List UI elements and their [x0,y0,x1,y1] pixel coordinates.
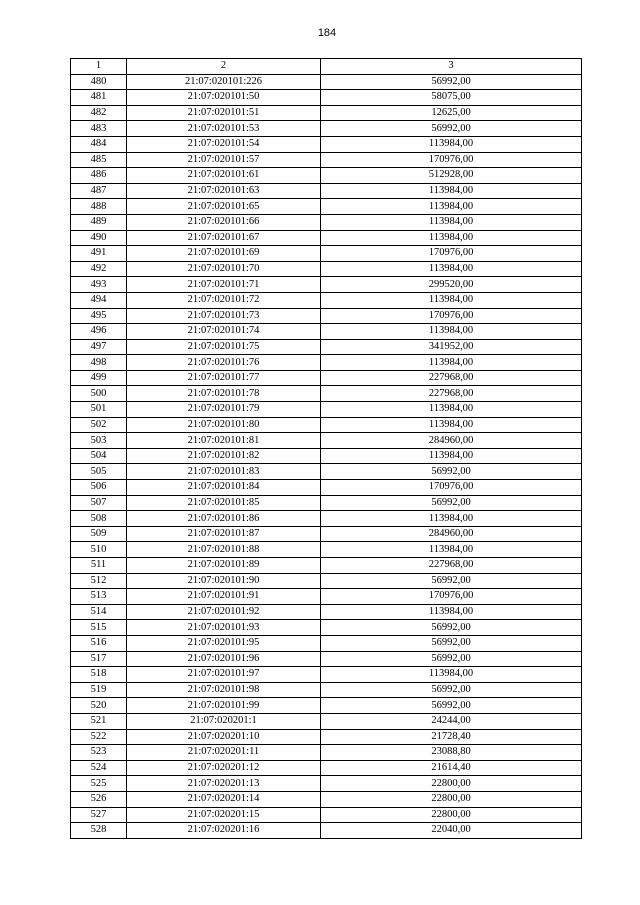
value-cell: 170976,00 [321,246,582,262]
value-cell: 113984,00 [321,417,582,433]
table-row [71,339,582,355]
value-cell: 56992,00 [321,573,582,589]
cadastral-number-cell: 21:07:020101:83 [127,464,321,480]
cadastral-number-cell: 21:07:020201:16 [127,823,321,839]
table-row [71,667,582,683]
value-cell: 284960,00 [321,433,582,449]
value-cell: 113984,00 [321,667,582,683]
row-number-cell: 506 [71,480,127,496]
row-number-cell: 527 [71,807,127,823]
table-row [71,168,582,184]
value-cell: 56992,00 [321,682,582,698]
table-row [71,729,582,745]
row-number-cell: 510 [71,542,127,558]
value-cell: 113984,00 [321,261,582,277]
table-row [71,620,582,636]
row-number-cell: 503 [71,433,127,449]
cadastral-number-cell: 21:07:020101:98 [127,682,321,698]
value-cell: 23088,80 [321,745,582,761]
row-number-cell: 500 [71,386,127,402]
row-number-cell: 495 [71,308,127,324]
value-cell: 22800,00 [321,791,582,807]
cadastral-number-cell: 21:07:020101:66 [127,214,321,230]
value-cell: 24244,00 [321,713,582,729]
cadastral-number-cell: 21:07:020101:54 [127,136,321,152]
table-row [71,105,582,121]
table-row [71,526,582,542]
row-number-cell: 487 [71,183,127,199]
row-number-cell: 515 [71,620,127,636]
cadastral-number-cell: 21:07:020101:51 [127,105,321,121]
table-row [71,791,582,807]
row-number-cell: 516 [71,635,127,651]
table-row [71,651,582,667]
table-row [71,261,582,277]
row-number-cell: 528 [71,823,127,839]
value-cell: 113984,00 [321,604,582,620]
cadastral-number-cell: 21:07:020101:76 [127,355,321,371]
cadastral-number-cell: 21:07:020101:74 [127,324,321,340]
row-number-cell: 522 [71,729,127,745]
row-number-cell: 504 [71,448,127,464]
row-number-cell: 496 [71,324,127,340]
row-number-cell: 491 [71,246,127,262]
value-cell: 22800,00 [321,807,582,823]
table-row [71,292,582,308]
row-number-cell: 498 [71,355,127,371]
table-row [71,74,582,90]
cadastral-number-cell: 21:07:020101:88 [127,542,321,558]
value-cell: 58075,00 [321,90,582,106]
row-number-cell: 507 [71,495,127,511]
table-row [71,713,582,729]
value-cell: 170976,00 [321,152,582,168]
table-row [71,199,582,215]
value-cell: 113984,00 [321,230,582,246]
value-cell: 512928,00 [321,168,582,184]
row-number-cell: 501 [71,402,127,418]
data-table [70,58,582,839]
value-cell: 113984,00 [321,136,582,152]
table-row [71,698,582,714]
row-number-cell: 488 [71,199,127,215]
cadastral-number-cell: 21:07:020101:95 [127,635,321,651]
value-cell: 56992,00 [321,74,582,90]
cadastral-number-cell: 21:07:020201:15 [127,807,321,823]
cadastral-number-cell: 21:07:020101:91 [127,589,321,605]
value-cell: 113984,00 [321,402,582,418]
value-cell: 227968,00 [321,370,582,386]
value-cell: 22800,00 [321,776,582,792]
table-row [71,604,582,620]
cadastral-number-cell: 21:07:020101:96 [127,651,321,667]
column-header: 1 [71,59,127,75]
table-row [71,760,582,776]
value-cell: 56992,00 [321,464,582,480]
row-number-cell: 525 [71,776,127,792]
table-row [71,277,582,293]
row-number-cell: 489 [71,214,127,230]
table-header-row [71,59,582,75]
row-number-cell: 519 [71,682,127,698]
table-row [71,246,582,262]
table-row [71,823,582,839]
value-cell: 284960,00 [321,526,582,542]
table-row [71,370,582,386]
table-row [71,136,582,152]
row-number-cell: 526 [71,791,127,807]
cadastral-number-cell: 21:07:020101:79 [127,402,321,418]
table-row [71,682,582,698]
cadastral-number-cell: 21:07:020101:89 [127,558,321,574]
row-number-cell: 523 [71,745,127,761]
cadastral-number-cell: 21:07:020201:1 [127,713,321,729]
row-number-cell: 514 [71,604,127,620]
value-cell: 56992,00 [321,651,582,667]
table-row [71,807,582,823]
table-row [71,464,582,480]
row-number-cell: 486 [71,168,127,184]
value-cell: 113984,00 [321,199,582,215]
value-cell: 113984,00 [321,355,582,371]
table-row [71,90,582,106]
row-number-cell: 502 [71,417,127,433]
value-cell: 113984,00 [321,214,582,230]
value-cell: 21728,40 [321,729,582,745]
cadastral-number-cell: 21:07:020101:84 [127,480,321,496]
table-row [71,355,582,371]
cadastral-number-cell: 21:07:020101:97 [127,667,321,683]
cadastral-number-cell: 21:07:020101:61 [127,168,321,184]
cadastral-number-cell: 21:07:020101:50 [127,90,321,106]
value-cell: 113984,00 [321,183,582,199]
cadastral-number-cell: 21:07:020101:63 [127,183,321,199]
cadastral-number-cell: 21:07:020201:14 [127,791,321,807]
cadastral-number-cell: 21:07:020201:10 [127,729,321,745]
cadastral-number-cell: 21:07:020101:57 [127,152,321,168]
row-number-cell: 484 [71,136,127,152]
value-cell: 56992,00 [321,635,582,651]
cadastral-number-cell: 21:07:020101:93 [127,620,321,636]
cadastral-number-cell: 21:07:020101:92 [127,604,321,620]
cadastral-number-cell: 21:07:020101:69 [127,246,321,262]
row-number-cell: 480 [71,74,127,90]
column-header: 3 [321,59,582,75]
value-cell: 12625,00 [321,105,582,121]
row-number-cell: 497 [71,339,127,355]
cadastral-number-cell: 21:07:020101:86 [127,511,321,527]
cadastral-number-cell: 21:07:020101:78 [127,386,321,402]
cadastral-number-cell: 21:07:020201:12 [127,760,321,776]
value-cell: 56992,00 [321,620,582,636]
cadastral-number-cell: 21:07:020101:70 [127,261,321,277]
value-cell: 56992,00 [321,121,582,137]
table-row [71,495,582,511]
table-row [71,448,582,464]
row-number-cell: 521 [71,713,127,729]
value-cell: 299520,00 [321,277,582,293]
cadastral-number-cell: 21:07:020101:71 [127,277,321,293]
cadastral-number-cell: 21:07:020101:81 [127,433,321,449]
cadastral-number-cell: 21:07:020101:77 [127,370,321,386]
row-number-cell: 493 [71,277,127,293]
table-row [71,121,582,137]
value-cell: 113984,00 [321,511,582,527]
table-row [71,511,582,527]
value-cell: 341952,00 [321,339,582,355]
cadastral-number-cell: 21:07:020201:11 [127,745,321,761]
cadastral-number-cell: 21:07:020101:53 [127,121,321,137]
cadastral-number-cell: 21:07:020101:90 [127,573,321,589]
table-row [71,417,582,433]
table-row [71,573,582,589]
table-row [71,589,582,605]
table-row [71,745,582,761]
row-number-cell: 492 [71,261,127,277]
column-header: 2 [127,59,321,75]
row-number-cell: 517 [71,651,127,667]
row-number-cell: 520 [71,698,127,714]
value-cell: 21614,40 [321,760,582,776]
cadastral-number-cell: 21:07:020101:72 [127,292,321,308]
cadastral-number-cell: 21:07:020101:226 [127,74,321,90]
row-number-cell: 513 [71,589,127,605]
row-number-cell: 490 [71,230,127,246]
table-row [71,386,582,402]
value-cell: 170976,00 [321,308,582,324]
row-number-cell: 482 [71,105,127,121]
value-cell: 56992,00 [321,495,582,511]
value-cell: 227968,00 [321,386,582,402]
table-row [71,152,582,168]
value-cell: 113984,00 [321,448,582,464]
page-number: 184 [317,27,337,39]
value-cell: 170976,00 [321,480,582,496]
table-row [71,402,582,418]
cadastral-number-cell: 21:07:020101:85 [127,495,321,511]
row-number-cell: 499 [71,370,127,386]
row-number-cell: 505 [71,464,127,480]
row-number-cell: 518 [71,667,127,683]
table-row [71,542,582,558]
table-row [71,308,582,324]
row-number-cell: 511 [71,558,127,574]
value-cell: 113984,00 [321,542,582,558]
cadastral-number-cell: 21:07:020101:65 [127,199,321,215]
row-number-cell: 508 [71,511,127,527]
table-row [71,635,582,651]
cadastral-number-cell: 21:07:020101:73 [127,308,321,324]
value-cell: 170976,00 [321,589,582,605]
row-number-cell: 485 [71,152,127,168]
cadastral-number-cell: 21:07:020101:87 [127,526,321,542]
table-row [71,776,582,792]
value-cell: 113984,00 [321,324,582,340]
value-cell: 113984,00 [321,292,582,308]
cadastral-number-cell: 21:07:020101:75 [127,339,321,355]
cadastral-number-cell: 21:07:020201:13 [127,776,321,792]
cadastral-number-cell: 21:07:020101:80 [127,417,321,433]
row-number-cell: 494 [71,292,127,308]
table-row [71,433,582,449]
table-row [71,324,582,340]
table-row [71,558,582,574]
row-number-cell: 524 [71,760,127,776]
row-number-cell: 481 [71,90,127,106]
cadastral-number-cell: 21:07:020101:67 [127,230,321,246]
table-row [71,480,582,496]
table-row [71,183,582,199]
row-number-cell: 512 [71,573,127,589]
value-cell: 227968,00 [321,558,582,574]
cadastral-number-cell: 21:07:020101:99 [127,698,321,714]
table-row [71,230,582,246]
row-number-cell: 509 [71,526,127,542]
value-cell: 22040,00 [321,823,582,839]
table-row [71,214,582,230]
row-number-cell: 483 [71,121,127,137]
cadastral-number-cell: 21:07:020101:82 [127,448,321,464]
value-cell: 56992,00 [321,698,582,714]
